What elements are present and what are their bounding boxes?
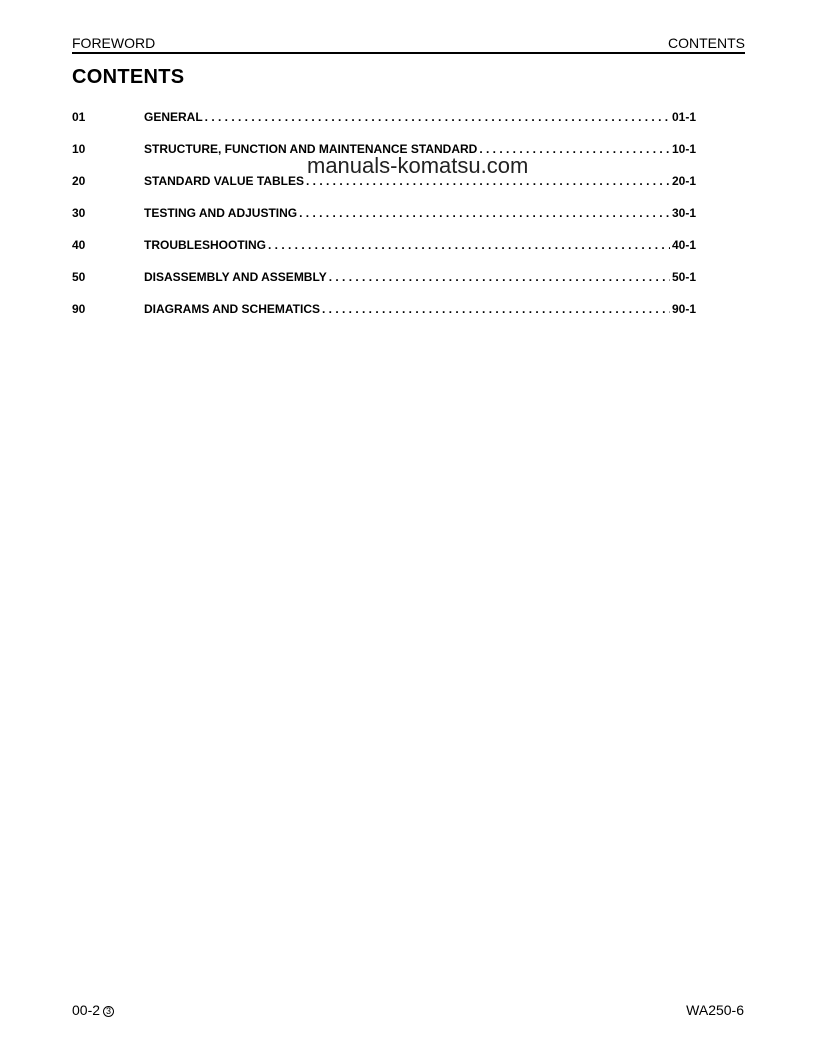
toc-entry[interactable]: [72, 206, 696, 238]
leader-dots: [268, 238, 670, 252]
header-section: FOREWORD: [72, 35, 156, 51]
toc-label: DIAGRAMS AND SCHEMATICS: [144, 302, 320, 316]
toc-label: STANDARD VALUE TABLES: [144, 174, 304, 188]
watermark: manuals-komatsu.com: [307, 153, 529, 178]
toc-label: TESTING AND ADJUSTING: [144, 206, 298, 220]
toc-label: TROUBLESHOOTING: [144, 238, 266, 252]
toc-entry[interactable]: [72, 110, 696, 142]
toc-label: GENERAL: [144, 110, 203, 124]
toc-number: 40: [72, 238, 86, 252]
toc-entry[interactable]: [72, 270, 696, 302]
leader-dots: [329, 270, 670, 284]
toc-entry[interactable]: [72, 302, 696, 334]
revision-mark: 3: [103, 1006, 114, 1017]
footer-model: WA250-6: [686, 1002, 744, 1018]
toc-label: STRUCTURE, FUNCTION AND MAINTENANCE STANDARD: [144, 142, 478, 156]
toc-label: DISASSEMBLY AND ASSEMBLY: [144, 270, 327, 284]
footer-page-number: [72, 1002, 114, 1018]
leader-dots: [299, 206, 670, 220]
header-chapter: CONTENTS: [668, 35, 745, 51]
page-number: 00-2: [72, 1002, 101, 1018]
toc-entry[interactable]: [72, 238, 696, 270]
table-of-contents: [72, 110, 696, 334]
toc-number: 50: [72, 270, 86, 284]
toc-page: 01-1: [671, 110, 696, 124]
leader-dots: [205, 110, 670, 124]
toc-number: 20: [72, 174, 86, 188]
toc-page: 90-1: [671, 302, 696, 316]
toc-number: 90: [72, 302, 86, 316]
toc-number: 01: [72, 110, 86, 124]
toc-page: 50-1: [671, 270, 696, 284]
page-header: [72, 35, 745, 54]
leader-dots: [322, 302, 670, 316]
toc-number: 30: [72, 206, 86, 220]
page-title: CONTENTS: [72, 66, 185, 88]
toc-page: 20-1: [671, 174, 696, 188]
toc-number: 10: [72, 142, 86, 156]
toc-page: 10-1: [671, 142, 696, 156]
toc-page: 30-1: [671, 206, 696, 220]
toc-page: 40-1: [671, 238, 696, 252]
